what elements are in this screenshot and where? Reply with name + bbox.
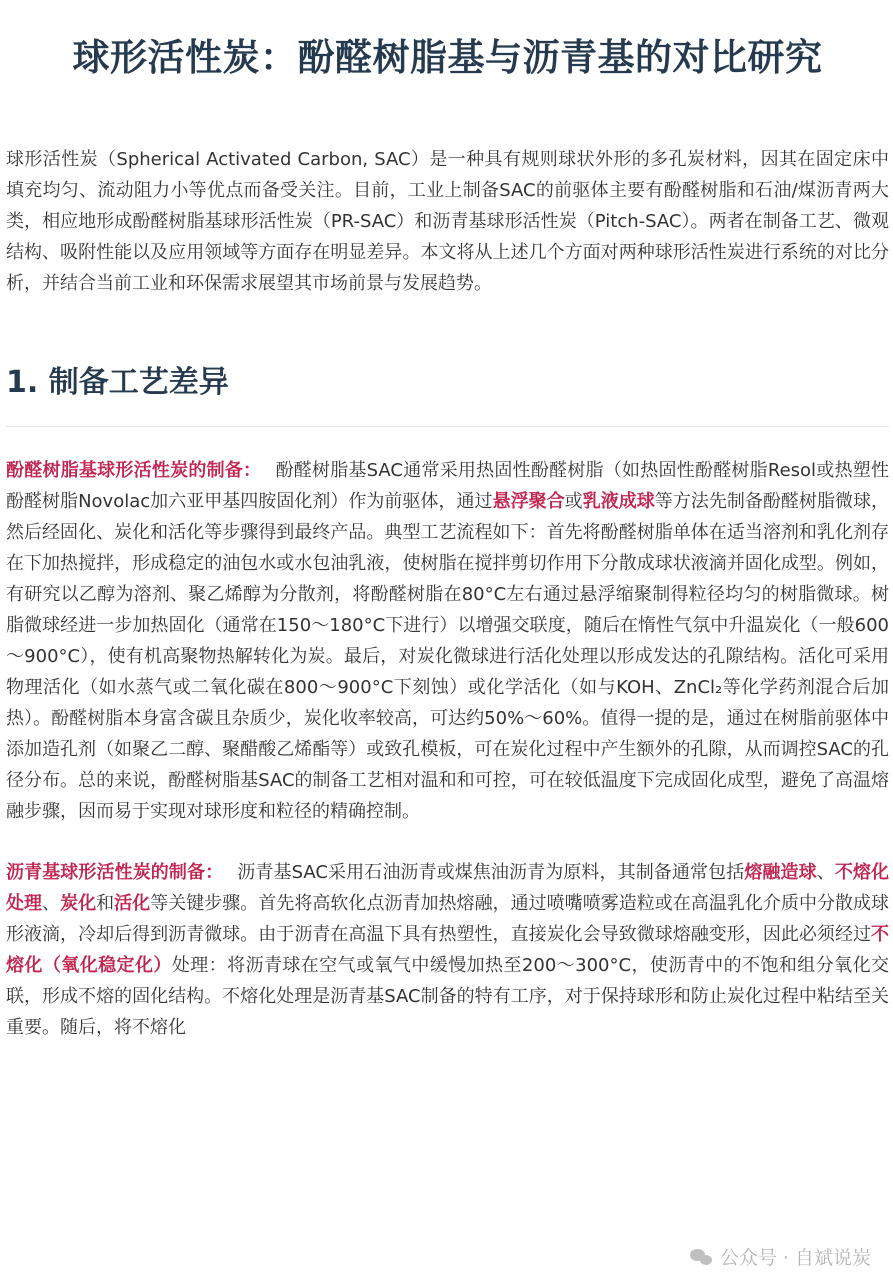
highlight-term: 活化 — [114, 893, 151, 914]
highlight-term: 不熔化（氧化稳定化） — [6, 924, 889, 976]
watermark-text: 公众号 · 自斌说炭 — [719, 1247, 871, 1269]
paragraph-lead: 酚醛树脂基球形活性炭的制备： — [6, 460, 262, 481]
highlight-term: 炭化 — [60, 893, 97, 914]
paragraph-text: 等方法先制备酚醛树脂微球，然后经固化、炭化和活化等步骤得到最终产品。典型工艺流程如下：首先将酚醛树脂单体在适当溶剂和乳化剂存在下加热搅拌，形成稳定的油包水或水包油乳液，使树脂在搅拌剪切作用下分散成球状液滴并固化成型。例如，有研究以乙醇为溶剂、聚乙烯醇为分散剂，将酚醛树脂在80°C左右通过悬浮缩聚制得粒径均匀的树脂微球。树脂微球经进一步加热固化（通常在150～180°C下进行）以增强交联度，随后在惰性气氛中升温炭化（一般600～900°C），使有机高聚物热解转化为炭。最后，对炭化微球进行活化处理以形成发达的孔隙结构。活化可采用物理活化（如水蒸气或二氧化碳在800～900°C下刻蚀）或化学活化（如与KOH、ZnCl₂等化学药剂混合后加热）。酚醛树脂本身富含碳且杂质少，炭化收率较高，可达约50%～60%。值得一提的是，通过在树脂前驱体中添加造孔剂（如聚乙二醇、聚醋酸乙烯酯等）或致孔模板，可在炭化过程中产生额外的孔隙，从而调控SAC的孔径分布。总的来说，酚醛树脂基SAC的制备工艺相对温和和可控，可在较低温度下完成固化成型，避免了高温熔融步骤，因而易于实现对球形度和粒径的精确控制。 — [6, 491, 890, 822]
pitch-paragraph — [6, 827, 889, 1043]
paragraph-lead: 沥青基球形活性炭的制备： — [6, 862, 224, 883]
highlight-term: 不熔化处理 — [6, 862, 890, 914]
paragraph-text: 等关键步骤。首先将高软化点沥青加热熔融，通过喷嘴喷雾造粒或在高温乳化介质中分散成球形液滴，冷却后得到沥青微球。由于沥青在高温下具有热塑性，直接炭化会导致微球熔融变形，因此必须经过 — [6, 893, 890, 945]
paragraph-text: 沥青基SAC采用石油沥青或煤焦油沥青为原料，其制备通常包括 — [237, 862, 745, 883]
highlight-term: 乳液成球 — [582, 491, 655, 512]
section-heading: 1. 制备工艺差异 — [6, 365, 229, 400]
phenolic-resin-paragraph — [6, 427, 889, 827]
paragraph-text: 或 — [564, 491, 583, 512]
paragraph-text: 处理：将沥青球在空气或氧气中缓慢加热至200～300°C，使沥青中的不饱和组分氧化交联，形成不熔的固化结构。不熔化处理是沥青基SAC制备的特有工序，对于保持球形和防止炭化过程中粘结至关重要。随后，将不熔化 — [6, 955, 889, 1038]
highlight-term: 熔融造球 — [744, 862, 817, 883]
paragraph-text: 、 — [816, 862, 835, 883]
highlight-term: 悬浮聚合 — [492, 491, 565, 512]
paragraph-text: 酚醛树脂基SAC通常采用热固性酚醛树脂（如热固性酚醛树脂Resol或热塑性酚醛树脂Novolac加六亚甲基四胺固化剂）作为前驱体，通过 — [6, 460, 889, 512]
paragraph-text: 、 — [42, 893, 61, 914]
paragraph-text: 和 — [96, 893, 115, 914]
wechat-icon — [690, 1247, 714, 1267]
watermark — [690, 1243, 871, 1270]
page-title: 球形活性炭：酚醛树脂基与沥青基的对比研究 — [72, 36, 823, 79]
intro-paragraph: 球形活性炭（Spherical Activated Carbon, SAC）是一种具有规则球状外形的多孔炭材料，因其在固定床中填充均匀、流动阻力小等优点而备受关注。目前，工业上制备SAC的前驱体主要有酚醛树脂和石油/煤沥青两大类，相应地形成酚醛树脂基球形活性炭（PR-SAC）和沥青基球形活性炭（Pitch-SAC）。两者在制备工艺、微观结构、吸附性能以及应用领域等方面存在明显差异。本文将从上述几个方面对两种球形活性炭进行系统的对比分析，并结合当前工业和环保需求展望其市场前景与发展趋势。 — [6, 149, 889, 294]
